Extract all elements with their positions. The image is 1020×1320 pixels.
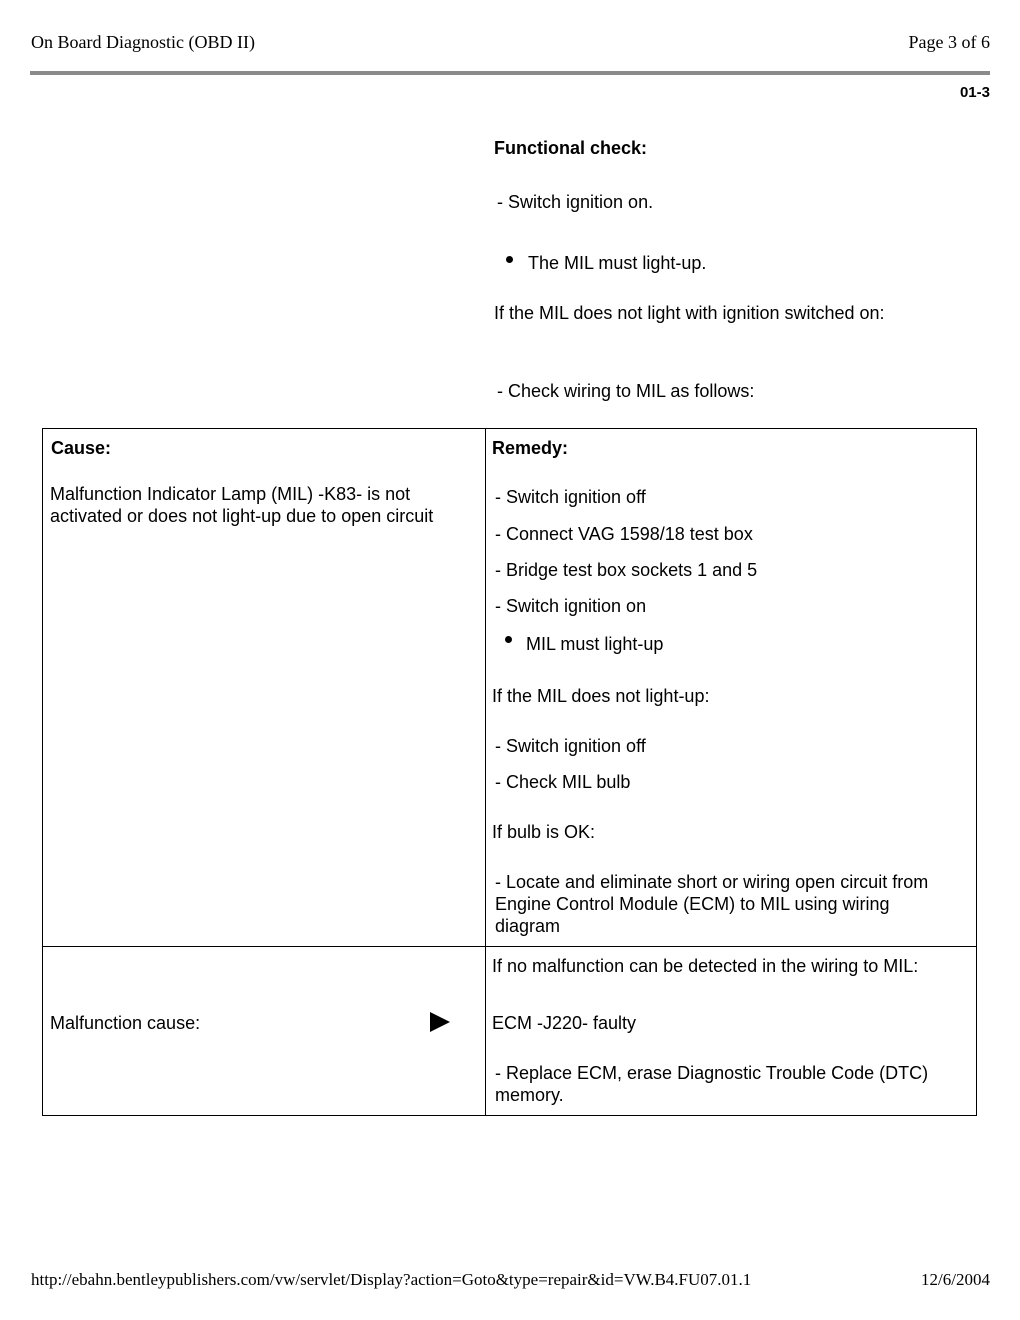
remedy-step-check-bulb: - Check MIL bulb	[495, 772, 631, 792]
document-title: On Board Diagnostic (OBD II)	[31, 32, 255, 52]
page-number: Page 3 of 6	[908, 32, 990, 52]
table-row-divider	[43, 946, 976, 947]
print-date: 12/6/2004	[921, 1270, 990, 1289]
step-switch-ignition-on: - Switch ignition on.	[497, 192, 654, 212]
mil-must-light-text: The MIL must light-up.	[528, 253, 707, 273]
row2-finding: ECM -J220- faulty	[492, 1013, 637, 1033]
row2-step-replace-ecm: - Replace ECM, erase Diagnostic Trouble Code (DTC) memory.	[495, 1063, 929, 1105]
remedy-step-switch-on: - Switch ignition on	[495, 596, 647, 616]
remedy-step-switch-off-2: - Switch ignition off	[495, 736, 646, 756]
remedy-condition-bulb: If bulb is OK:	[492, 822, 596, 842]
mil-condition-text: If the MIL does not light with ignition switched on:	[494, 303, 885, 323]
source-url: http://ebahn.bentleypublishers.com/vw/servlet/Display?action=Goto&type=repair&id=VW.B4.FU07.01.1	[31, 1270, 752, 1289]
step-check-wiring: - Check wiring to MIL as follows:	[497, 381, 755, 401]
remedy-mil-light-up: MIL must light-up	[526, 634, 664, 654]
cause-header: Cause:	[51, 438, 112, 458]
arrow-right-icon	[430, 1012, 450, 1032]
bullet-icon	[505, 636, 512, 643]
remedy-step-connect-box: - Connect VAG 1598/18 test box	[495, 524, 753, 544]
remedy-step-bridge-sockets: - Bridge test box sockets 1 and 5	[495, 560, 758, 580]
remedy-step-switch-off: - Switch ignition off	[495, 487, 646, 507]
functional-check-heading: Functional check:	[494, 138, 648, 158]
row2-cause: Malfunction cause:	[50, 1013, 201, 1033]
remedy-header: Remedy:	[492, 438, 569, 458]
section-code: 01-3	[959, 84, 990, 101]
row1-cause: Malfunction Indicator Lamp (MIL) -K83- is not activated or does not light-up due to open circuit	[50, 484, 434, 526]
table-column-divider	[485, 429, 486, 1115]
remedy-step-locate-short: - Locate and eliminate short or wiring open circuit from Engine Control Module (ECM) to MIL using wiring diagram	[495, 872, 929, 936]
bullet-icon	[506, 256, 513, 263]
cause-remedy-table	[42, 428, 977, 1116]
remedy-condition-mil: If the MIL does not light-up:	[492, 686, 710, 706]
row2-condition: If no malfunction can be detected in the wiring to MIL:	[492, 956, 919, 976]
header-divider	[30, 71, 990, 75]
